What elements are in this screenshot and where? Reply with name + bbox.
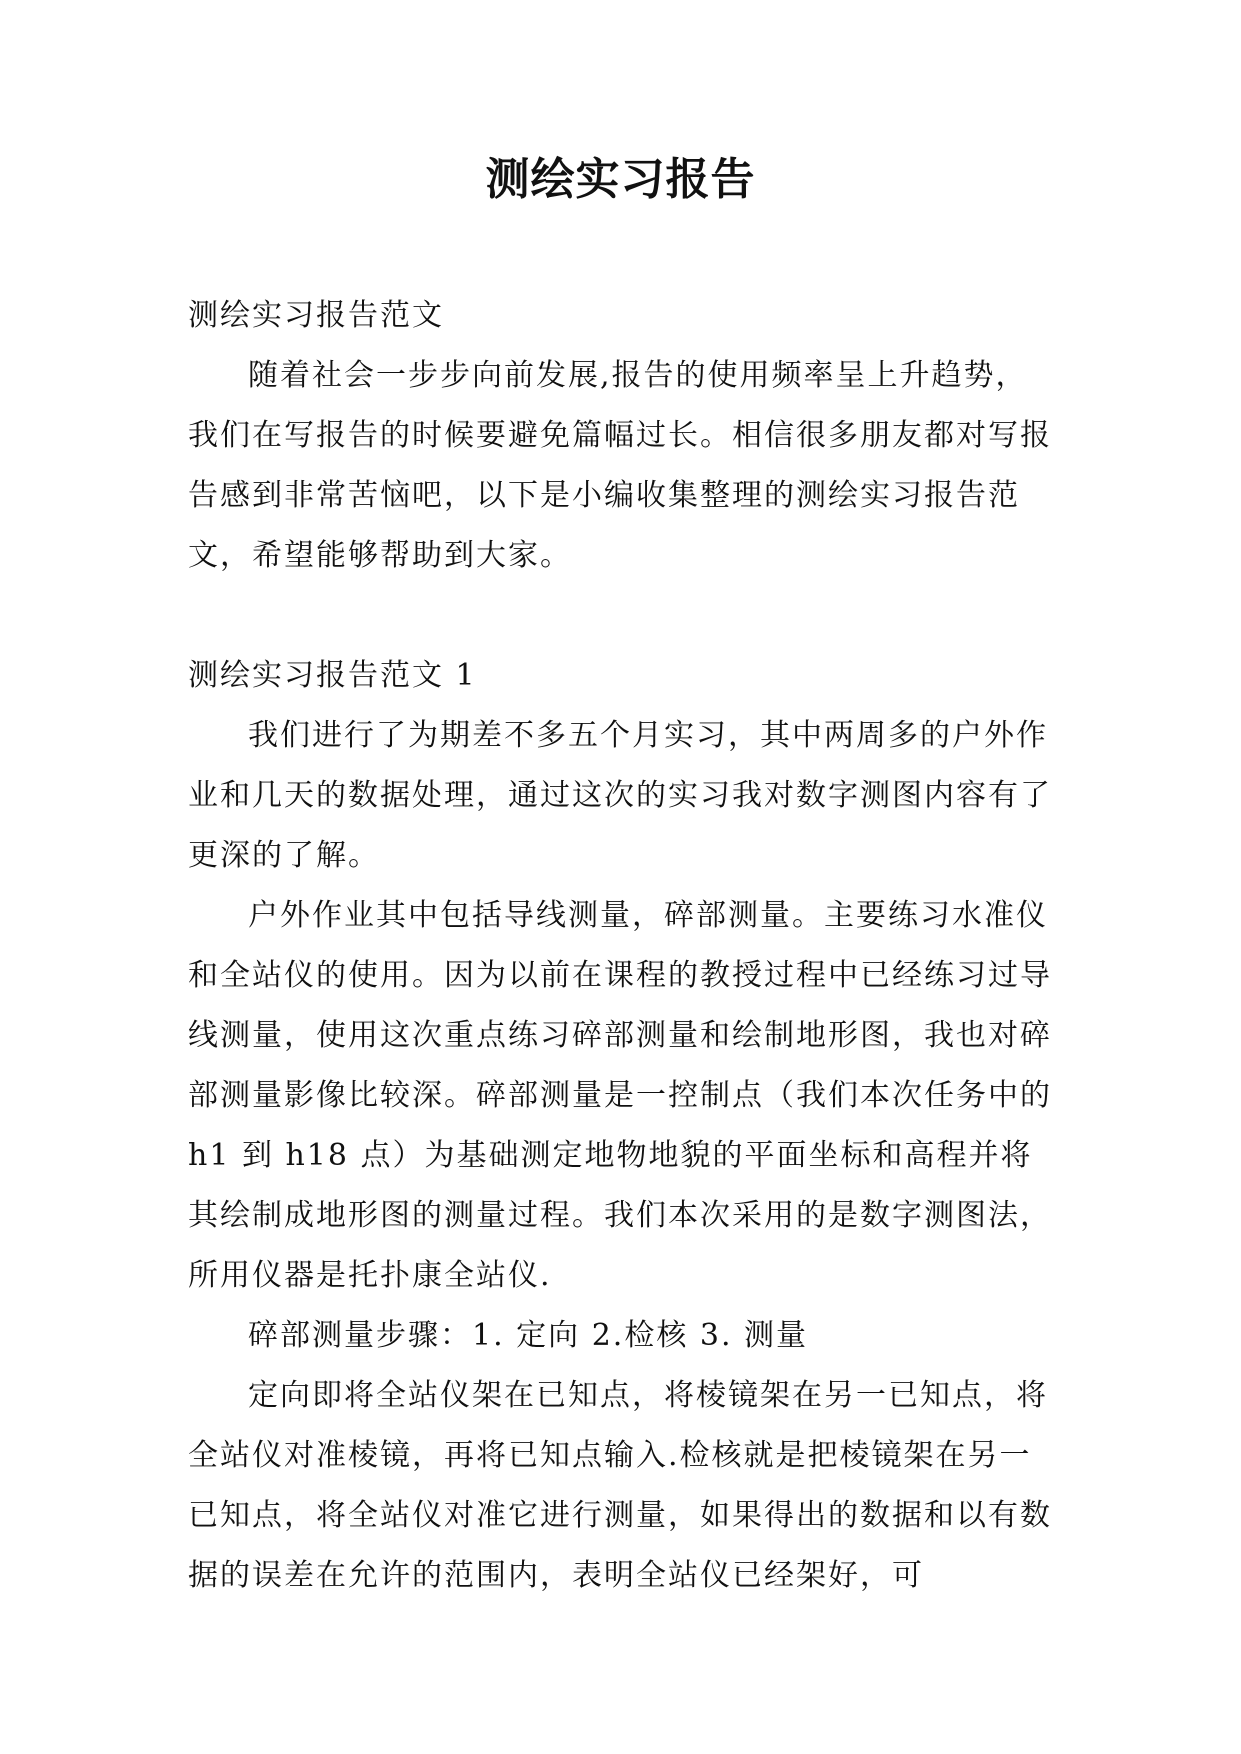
intro-paragraph: 随着社会一步步向前发展,报告的使用频率呈上升趋势，我们在写报告的时候要避免篇幅过长。相信很多朋友都对写报告感到非常苦恼吧，以下是小编收集整理的测绘实习报告范文，希望能够帮助到大家。 xyxy=(188,358,1052,573)
body-paragraph: 定向即将全站仪架在已知点，将棱镜架在另一已知点，将全站仪对准棱镜，再将已知点输入.检核就是把棱镜架在另一已知点，将全站仪对准它进行测量，如果得出的数据和以有数据的误差在允许的范围内，表明全站仪已经架好，可 xyxy=(188,1378,1052,1593)
section-heading-1: 测绘实习报告范文 1 xyxy=(188,658,477,693)
body-paragraph: 碎部测量步骤：1. 定向 2.检核 3. 测量 xyxy=(248,1318,809,1353)
body-paragraph: 我们进行了为期差不多五个月实习，其中两周多的户外作业和几天的数据处理，通过这次的实习我对数字测图内容有了更深的了解。 xyxy=(188,718,1052,873)
paragraph-spacer xyxy=(188,586,1058,646)
page-title: 测绘实习报告 xyxy=(485,154,756,205)
document-body xyxy=(188,286,1058,1606)
section-heading-main: 测绘实习报告范文 xyxy=(188,298,444,333)
body-paragraph: 户外作业其中包括导线测量，碎部测量。主要练习水准仪和全站仪的使用。因为以前在课程的教授过程中已经练习过导线测量，使用这次重点练习碎部测量和绘制地形图，我也对碎部测量影像比较深。碎部测量是一控制点（我们本次任务中的 h1 到 h18 点）为基础测定地物地貌的平面坐标和高程并将其绘制成地形图的测量过程。我们本次采用的是数字测图法，所用仪器是托扑康全站仪. xyxy=(188,898,1052,1293)
